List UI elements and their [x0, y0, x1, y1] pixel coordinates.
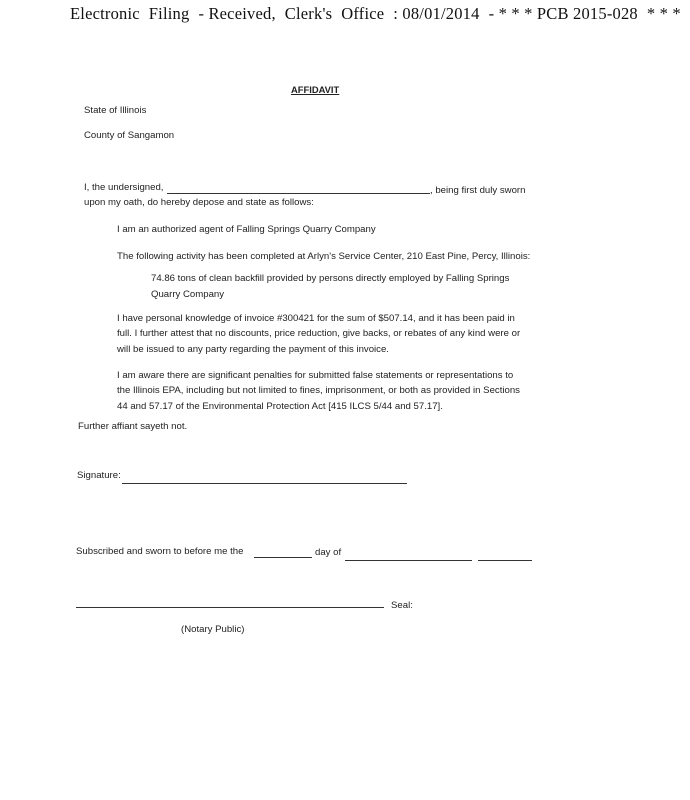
notary-signature-line[interactable] [76, 607, 384, 608]
name-blank-line [167, 193, 430, 194]
filing-stamp-header [70, 4, 690, 24]
stamp-stars: * * * [646, 4, 681, 23]
activity-line-1: 74.86 tons of clean backfill provided by persons directly employed by Falling Springs [151, 273, 510, 284]
intro-line-2: upon my oath, do hereby depose and state as follows: [84, 197, 314, 208]
paragraph-penalties-line-1: I am aware there are significant penalties for submitted false statements or representations to [117, 370, 514, 381]
paragraph-invoice-line-3: will be issued to any party regarding the payment of this invoice. [117, 344, 389, 355]
stamp-electronic: Electronic [70, 4, 140, 23]
paragraph-penalties-line-2: the Illinois EPA, including but not limited to fines, imprisonment, or both as provided in Sections [117, 385, 520, 396]
day-of-label: day of [315, 547, 342, 558]
signature-label: Signature: [77, 470, 121, 481]
intro-end: , being first duly sworn [430, 185, 526, 196]
paragraph-invoice-line-1: I have personal knowledge of invoice #300421 for the sum of $507.14, and it has been paid in [117, 313, 515, 324]
intro-start: I, the undersigned, [84, 182, 164, 193]
stamp-received: - Received, [198, 4, 276, 23]
stamp-filing: Filing [148, 4, 190, 23]
stamp-date: : 08/01/2014 [393, 4, 480, 23]
notary-public-label: (Notary Public) [181, 624, 245, 635]
paragraph-penalties-line-3: 44 and 57.17 of the Environmental Protection Act [415 ILCS 5/44 and 57.17]. [117, 401, 443, 412]
paragraph-invoice-line-2: full. I further attest that no discounts, price reduction, give backs, or rebates of any kind were or [117, 328, 521, 339]
seal-label: Seal: [391, 600, 413, 611]
state-line: State of Illinois [84, 105, 147, 116]
document-title: AFFIDAVIT [291, 84, 340, 95]
stamp-clerks: Clerk's [284, 4, 333, 23]
paragraph-activity-intro: The following activity has been completed at Arlyn's Service Center, 210 East Pine, Percy, Illinois: [117, 251, 531, 262]
signature-line[interactable] [122, 483, 407, 484]
paragraph-authorized-agent: I am an authorized agent of Falling Springs Quarry Company [117, 224, 376, 235]
month-blank-line[interactable] [345, 560, 472, 561]
activity-line-2: Quarry Company [151, 289, 225, 300]
stamp-office: Office [341, 4, 385, 23]
county-line: County of Sangamon [84, 130, 175, 141]
further-affiant-line: Further affiant sayeth not. [78, 421, 188, 432]
day-blank-line[interactable] [254, 557, 312, 558]
stamp-case-number: - * * * PCB 2015-028 [488, 4, 638, 23]
year-blank-line[interactable] [478, 560, 532, 561]
subscribed-text: Subscribed and sworn to before me the [76, 546, 244, 557]
